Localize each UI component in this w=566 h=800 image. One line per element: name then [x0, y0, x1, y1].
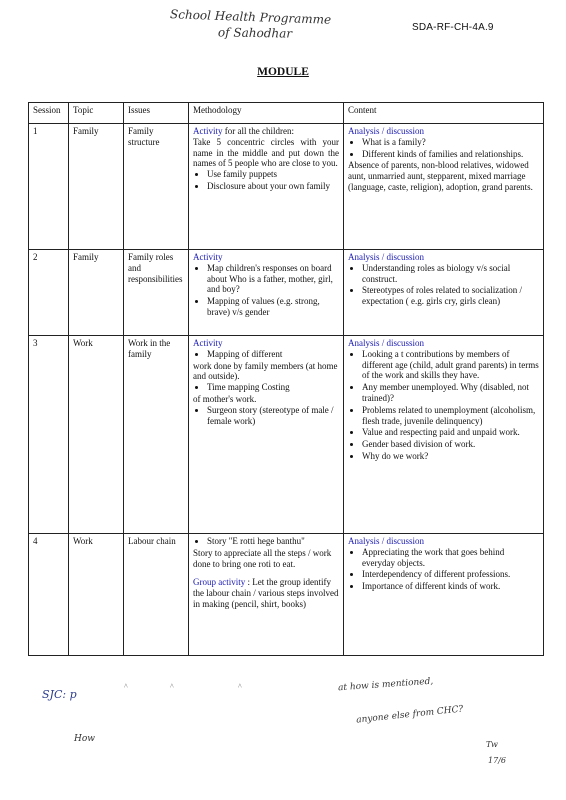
activity-label: Activity — [193, 338, 223, 348]
list-item: • Disclosure about your own family — [207, 181, 339, 192]
group-activity-label: Group activity — [193, 577, 246, 588]
handwritten-note-right-2: anyone else from CHC? — [355, 704, 464, 726]
analysis-label: Analysis / discussion — [348, 126, 425, 136]
topic-cell: Work — [69, 336, 124, 534]
activity-label: Activity — [193, 126, 223, 136]
methodology-list — [193, 169, 339, 192]
header-content: Content — [344, 103, 544, 124]
content-cell — [344, 336, 544, 534]
methodology-list — [193, 405, 339, 427]
list-item: • Stereotypes of roles related to socialization / expectation ( e.g. girls cry, girls clean) — [362, 285, 539, 307]
issues-cell: Work in the family — [124, 336, 189, 534]
table-header-row — [29, 103, 544, 124]
list-item: • Surgeon story (stereotype of male / female work) — [207, 405, 339, 427]
session-cell: 4 — [29, 534, 69, 656]
content-cell — [344, 124, 544, 250]
module-title: MODULE — [257, 66, 309, 78]
content-list — [348, 349, 539, 462]
document-code: SDA-RF-CH-4A.9 — [412, 22, 494, 33]
methodology-cell — [189, 534, 344, 656]
list-item: • Importance of different kinds of work. — [362, 581, 539, 592]
list-item: • Use family puppets — [207, 169, 339, 180]
handwritten-title-line1: School Health Programme — [169, 7, 332, 27]
analysis-label: Analysis / discussion — [348, 536, 425, 546]
table-row — [29, 336, 544, 534]
content-text: Absence of parents, non-blood relatives, widowed aunt, unmarried aunt, stepparent, mixed marriage (language, caste, religion), adoption, grand parents. — [348, 160, 533, 192]
content-list — [348, 547, 539, 592]
scan-speck: ^ — [124, 682, 128, 691]
handwritten-note-left: SJC: p — [42, 688, 77, 701]
list-item: • Different kinds of families and relationships. — [362, 149, 539, 160]
issues-cell: Labour chain — [124, 534, 189, 656]
list-item: • Looking a t contributions by members of different age (child, adult grand parents) in terms of the work and skills they have. — [362, 349, 539, 381]
list-item: • Any member unemployed. Why (disabled, not trained)? — [362, 382, 539, 404]
list-item: • Story "E rotti hege banthu" — [207, 536, 339, 547]
handwritten-note-right-1: at how is mentioned, — [337, 676, 434, 694]
list-item: • Time mapping Costing — [207, 382, 339, 393]
handwritten-title-line2: of Sahodhar — [217, 25, 293, 41]
table-row — [29, 250, 544, 336]
session-cell: 2 — [29, 250, 69, 336]
topic-cell: Work — [69, 534, 124, 656]
header-session: Session — [29, 103, 69, 124]
list-item: • Appreciating the work that goes behind everyday objects. — [362, 547, 539, 569]
methodology-text: Story to appreciate all the steps / work done to bring one roti to eat. — [193, 547, 332, 569]
activity-lead-text: for all the children: — [222, 126, 294, 136]
content-list — [348, 137, 539, 160]
session-cell: 1 — [29, 124, 69, 250]
list-item: • Interdependency of different professions. — [362, 569, 539, 580]
methodology-list — [193, 536, 339, 547]
methodology-cell — [189, 250, 344, 336]
issues-cell: Family roles and responsibilities — [124, 250, 189, 336]
header-issues: Issues — [124, 103, 189, 124]
list-item: • Problems related to unemployment (alcoholism, flesh trade, juvenile delinquency) — [362, 405, 539, 427]
content-list — [348, 263, 539, 307]
methodology-text: work done by family members (at home and outside). — [193, 360, 338, 382]
methodology-list — [193, 349, 339, 360]
list-item: • Gender based division of work. — [362, 439, 539, 450]
analysis-label: Analysis / discussion — [348, 252, 425, 262]
list-item: • Mapping of values (e.g. strong, brave) v/s gender — [207, 296, 339, 318]
issues-cell: Family structure — [124, 124, 189, 250]
list-item: • Map children's responses on board about Who is a father, mother, girl, and boy? — [207, 263, 339, 295]
header-topic: Topic — [69, 103, 124, 124]
topic-cell: Family — [69, 124, 124, 250]
content-cell — [344, 250, 544, 336]
list-item: • What is a family? — [362, 137, 539, 148]
table-row — [29, 534, 544, 656]
list-item: • Why do we work? — [362, 451, 539, 462]
methodology-list — [193, 382, 339, 393]
list-item: • Mapping of different — [207, 349, 339, 360]
header-methodology: Methodology — [189, 103, 344, 124]
methodology-list — [193, 263, 339, 318]
methodology-cell — [189, 336, 344, 534]
analysis-label: Analysis / discussion — [348, 338, 425, 348]
group-activity-body: : Let the group identify the labour chain / various steps involved in making (pencil, shirt, books) — [193, 577, 339, 609]
scan-speck: ^ — [238, 682, 242, 691]
list-item: • Value and respecting paid and unpaid work. — [362, 427, 539, 438]
handwritten-note-bottom-left: How — [74, 734, 95, 744]
topic-cell: Family — [69, 250, 124, 336]
activity-label: Activity — [193, 252, 223, 262]
methodology-text: of mother's work. — [193, 393, 257, 404]
methodology-lead — [193, 126, 339, 137]
methodology-text: Take 5 concentric circles with your name in the middle and put down the names of 5 people who are close to you. — [193, 136, 339, 169]
group-activity-text — [193, 577, 339, 609]
scan-speck: ^ — [170, 682, 174, 691]
methodology-cell — [189, 124, 344, 250]
module-table — [28, 102, 544, 656]
table-row — [29, 124, 544, 250]
content-cell — [344, 534, 544, 656]
session-cell: 3 — [29, 336, 69, 534]
list-item: • Understanding roles as biology v/s social construct. — [362, 263, 539, 285]
handwritten-date: 17/6 — [488, 756, 506, 765]
handwritten-initials: Tw — [486, 740, 498, 749]
